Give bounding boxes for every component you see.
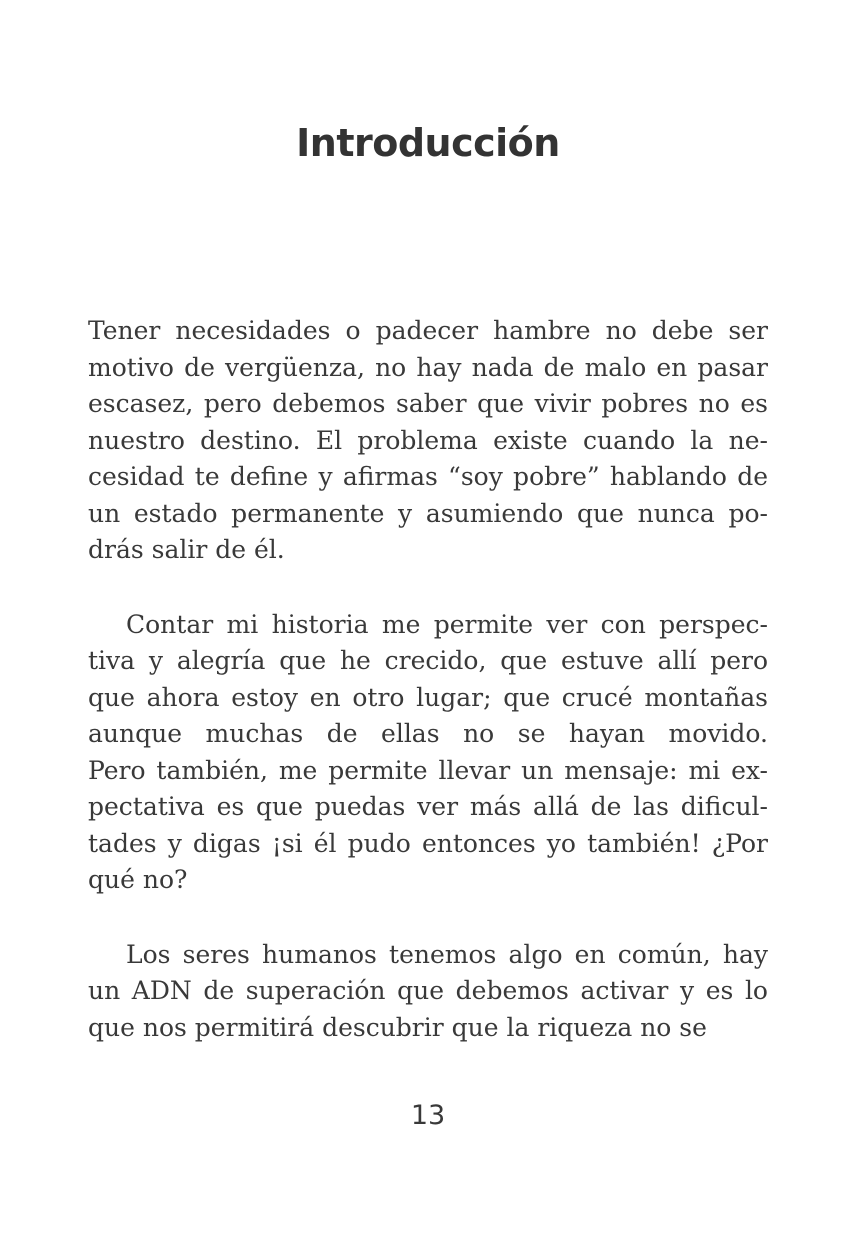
text-line: Pero también, me permite llevar un mensaje: mi ex- (88, 755, 768, 785)
text-line: pectativa es que puedas ver más allá de las dificul- (88, 792, 768, 821)
text-line: que ahora estoy en otro lugar; que crucé montañas (88, 682, 768, 712)
paragraph (88, 607, 768, 899)
text-line: Los seres humanos tenemos algo en común, hay (126, 939, 768, 969)
text-line: escasez, pero debemos saber que vivir pobres no es (88, 389, 768, 418)
text-line: Contar mi historia me permite ver con perspec- (126, 609, 768, 639)
text-line: motivo de vergüenza, no hay nada de malo en pasar (88, 352, 768, 382)
text-line: un ADN de superación que debemos activar y es lo (88, 976, 768, 1005)
text-line: tiva y alegría que he crecido, que estuve allí pero (88, 646, 768, 675)
text-line: nuestro destino. El problema existe cuando la ne- (88, 425, 768, 455)
text-line: que nos permitirá descubrir que la riqueza no se (88, 1012, 707, 1042)
chapter-title: Introducción (296, 121, 560, 166)
text-line: qué no? (88, 865, 188, 894)
text-line: un estado permanente y asumiendo que nunca po- (88, 498, 768, 528)
text-line: cesidad te define y afirmas “soy pobre” hablando de (88, 462, 768, 491)
page-number: 13 (410, 1100, 446, 1131)
text-line: drás salir de él. (88, 535, 285, 564)
paragraph (88, 937, 768, 1047)
body-text (88, 313, 768, 1046)
text-line: aunque muchas de ellas no se hayan movido. (88, 719, 768, 748)
text-line: tades y digas ¡si él pudo entonces yo también! ¿Por (88, 828, 768, 858)
text-line: Tener necesidades o padecer hambre no debe ser (88, 316, 768, 345)
paragraph (88, 313, 768, 569)
